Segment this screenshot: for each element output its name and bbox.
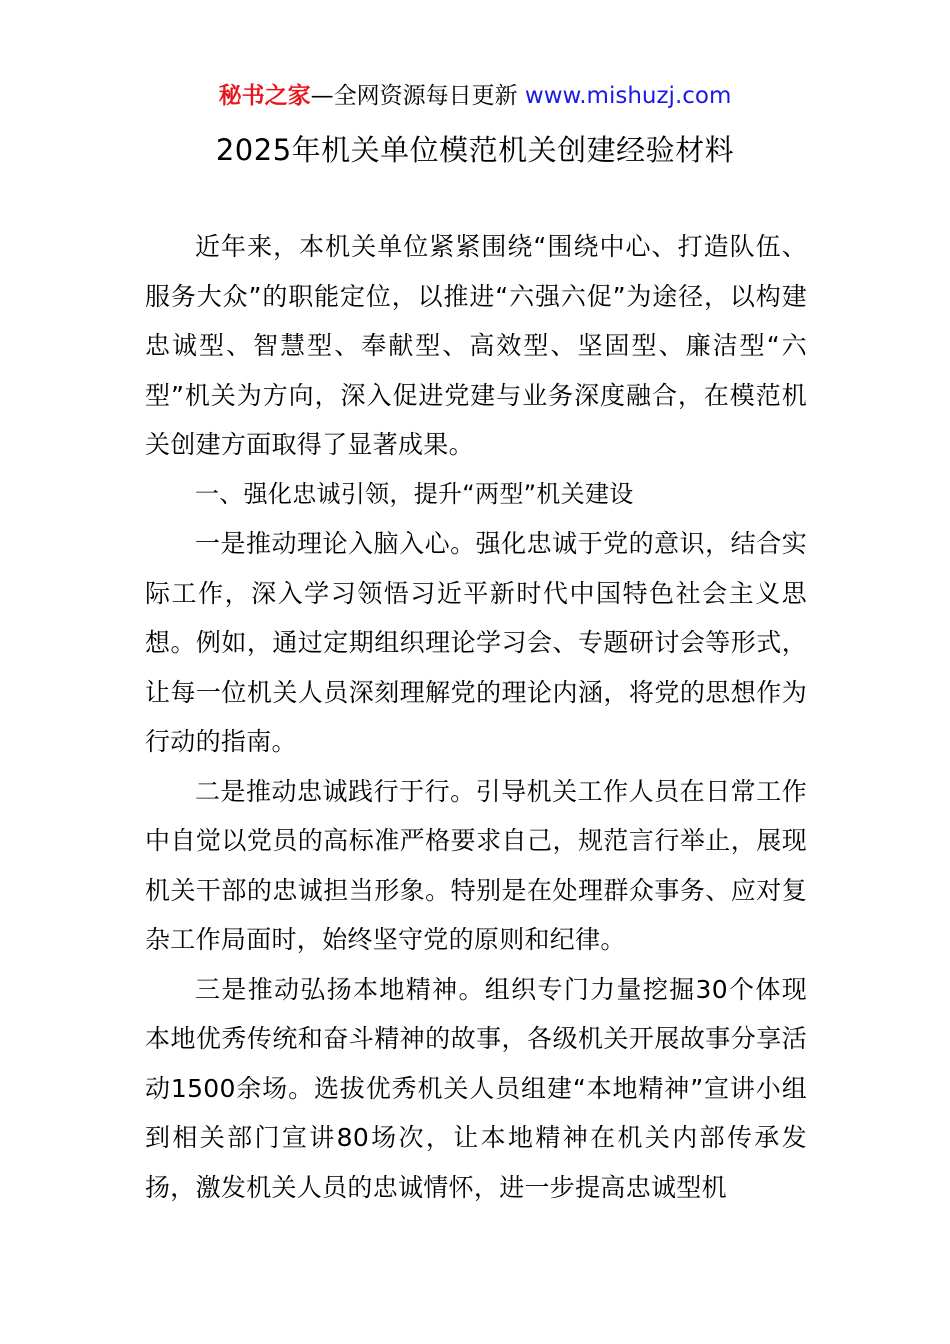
- document-body: [145, 222, 807, 1212]
- site-brand: 秘书之家: [218, 83, 311, 109]
- body-paragraph-3: 三是推动弘扬本地精神。组织专门力量挖掘30个体现本地优秀传统和奋斗精神的故事，各级机关开展故事分享活动1500余场。选拔优秀机关人员组建“本地精神”宣讲小组到相关部门宣讲80场次，让本地精神在机关内部传承发扬，激发机关人员的忠诚情怀，进一步提高忠诚型机: [145, 974, 807, 1202]
- body-paragraph-1: 一是推动理论入脑入心。强化忠诚于党的意识，结合实际工作，深入学习领悟习近平新时代中国特色社会主义思想。例如，通过定期组织理论学习会、专题研讨会等形式，让每一位机关人员深刻理解党的理论内涵，将党的思想作为行动的指南。: [145, 529, 807, 756]
- site-header: [0, 80, 950, 112]
- document-title: 2025年机关单位模范机关创建经验材料: [215, 133, 735, 167]
- body-paragraph-2: 二是推动忠诚践行于行。引导机关工作人员在日常工作中自觉以党员的高标准严格要求自己，规范言行举止，展现机关干部的忠诚担当形象。特别是在处理群众事务、应对复杂工作局面时，始终坚守党的原则和纪律。: [145, 776, 807, 954]
- site-url-link[interactable]: www.mishuzj.com: [524, 83, 732, 109]
- intro-paragraph: 近年来，本机关单位紧紧围绕“围绕中心、打造队伍、服务大众”的职能定位，以推进“六强六促”为途径，以构建忠诚型、智慧型、奉献型、高效型、坚固型、廉洁型“六型”机关为方向，深入促进党建与业务深度融合，在模范机关创建方面取得了显著成果。: [145, 232, 807, 459]
- section-heading: 一、强化忠诚引领，提升“两型”机关建设: [195, 479, 634, 508]
- site-tagline: —全网资源每日更新: [310, 83, 525, 109]
